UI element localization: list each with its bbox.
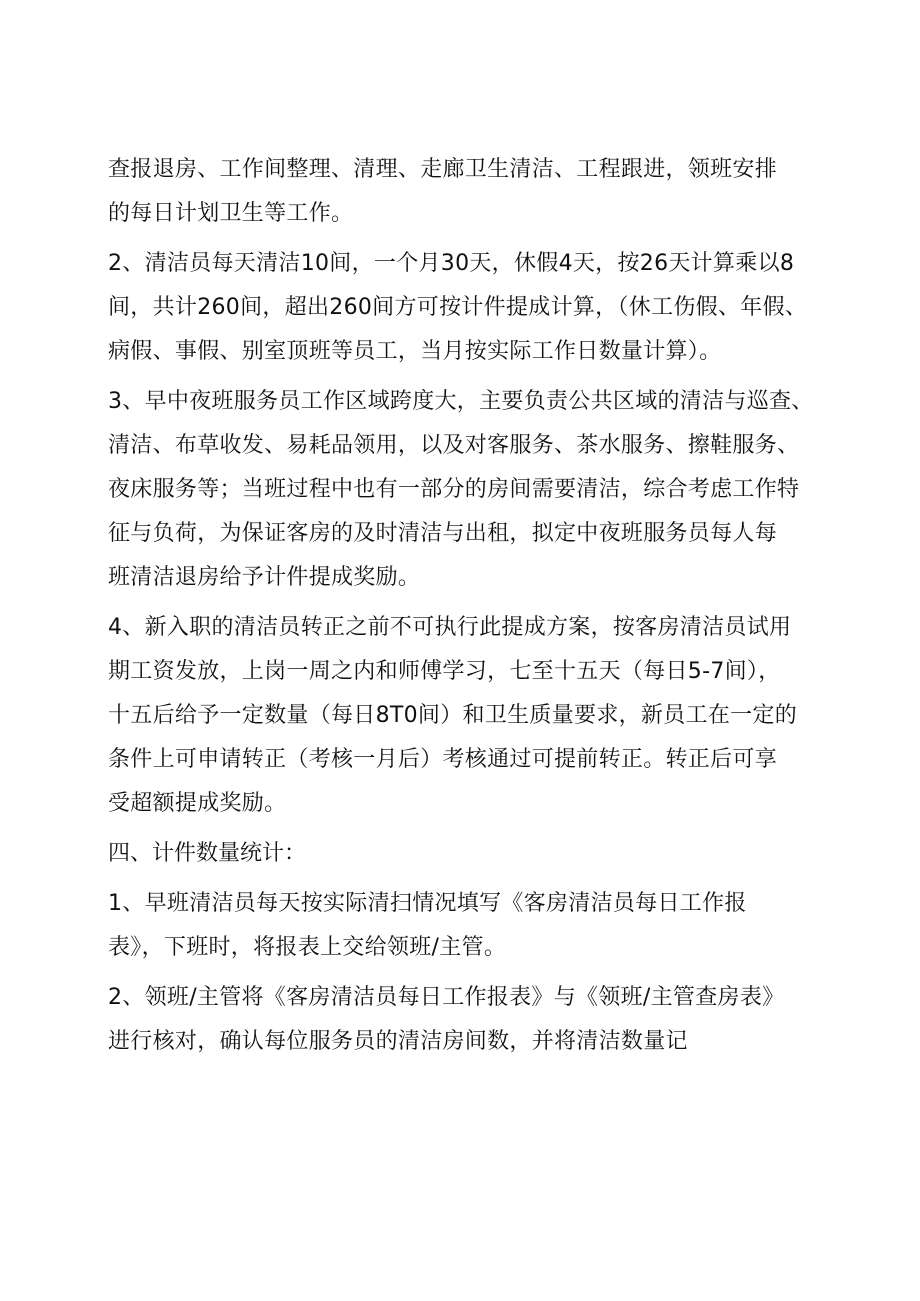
paragraph-count-1 bbox=[108, 882, 818, 970]
text-line: 2、清洁员每天清洁10间，一个月30天，休假4天，按26天计算乘以8 bbox=[108, 251, 795, 276]
text-line: 夜床服务等；当班过程中也有一部分的房间需要清洁，综合考虑工作特 bbox=[108, 477, 800, 502]
text-line: 2、领班/主管将《客房清洁员每日工作报表》与《领班/主管查房表》 bbox=[108, 985, 785, 1010]
text-line: 清洁、布草收发、易耗品领用，以及对客服务、茶水服务、擦鞋服务、 bbox=[108, 433, 800, 458]
text-line: 3、早中夜班服务员工作区域跨度大，主要负责公共区域的清洁与巡查、 bbox=[108, 389, 814, 414]
paragraph-item-2 bbox=[108, 242, 818, 374]
section-heading: 四、计件数量统计： bbox=[108, 841, 307, 866]
paragraph-duties-continued bbox=[108, 148, 818, 236]
text-line: 查报退房、工作间整理、清理、走廊卫生清洁、工程跟进，领班安排 bbox=[108, 157, 778, 182]
text-line: 4、新入职的清洁员转正之前不可执行此提成方案，按客房清洁员试用 bbox=[108, 615, 792, 640]
text-line: 征与负荷，为保证客房的及时清洁与出租，拟定中夜班服务员每人每 bbox=[108, 521, 778, 546]
paragraph-item-3 bbox=[108, 380, 818, 600]
paragraph-count-2 bbox=[108, 976, 818, 1064]
document-body bbox=[108, 148, 818, 1070]
text-line: 受超额提成奖励。 bbox=[108, 791, 287, 816]
paragraph-item-4 bbox=[108, 606, 818, 826]
text-line: 条件上可申请转正（考核一月后）考核通过可提前转正。转正后可享 bbox=[108, 747, 778, 772]
text-line: 班清洁退房给予计件提成奖励。 bbox=[108, 565, 421, 590]
text-line: 期工资发放，上岗一周之内和师傅学习，七至十五天（每日5-7间）， bbox=[108, 659, 781, 684]
text-line: 病假、事假、别室顶班等员工，当月按实际工作日数量计算）。 bbox=[108, 339, 722, 364]
text-line: 进行核对，确认每位服务员的清洁房间数，并将清洁数量记 bbox=[108, 1029, 688, 1054]
text-line: 的每日计划卫生等工作。 bbox=[108, 201, 354, 226]
text-line: 间，共计260间，超出260间方可按计件提成计算，（休工伤假、年假、 bbox=[108, 295, 808, 320]
text-line: 十五后给予一定数量（每日8T0间）和卫生质量要求，新员工在一定的 bbox=[108, 703, 798, 728]
text-line: 1、早班清洁员每天按实际清扫情况填写《客房清洁员每日工作报 bbox=[108, 891, 747, 916]
text-line: 表》，下班时，将报表上交给领班/主管。 bbox=[108, 935, 507, 960]
